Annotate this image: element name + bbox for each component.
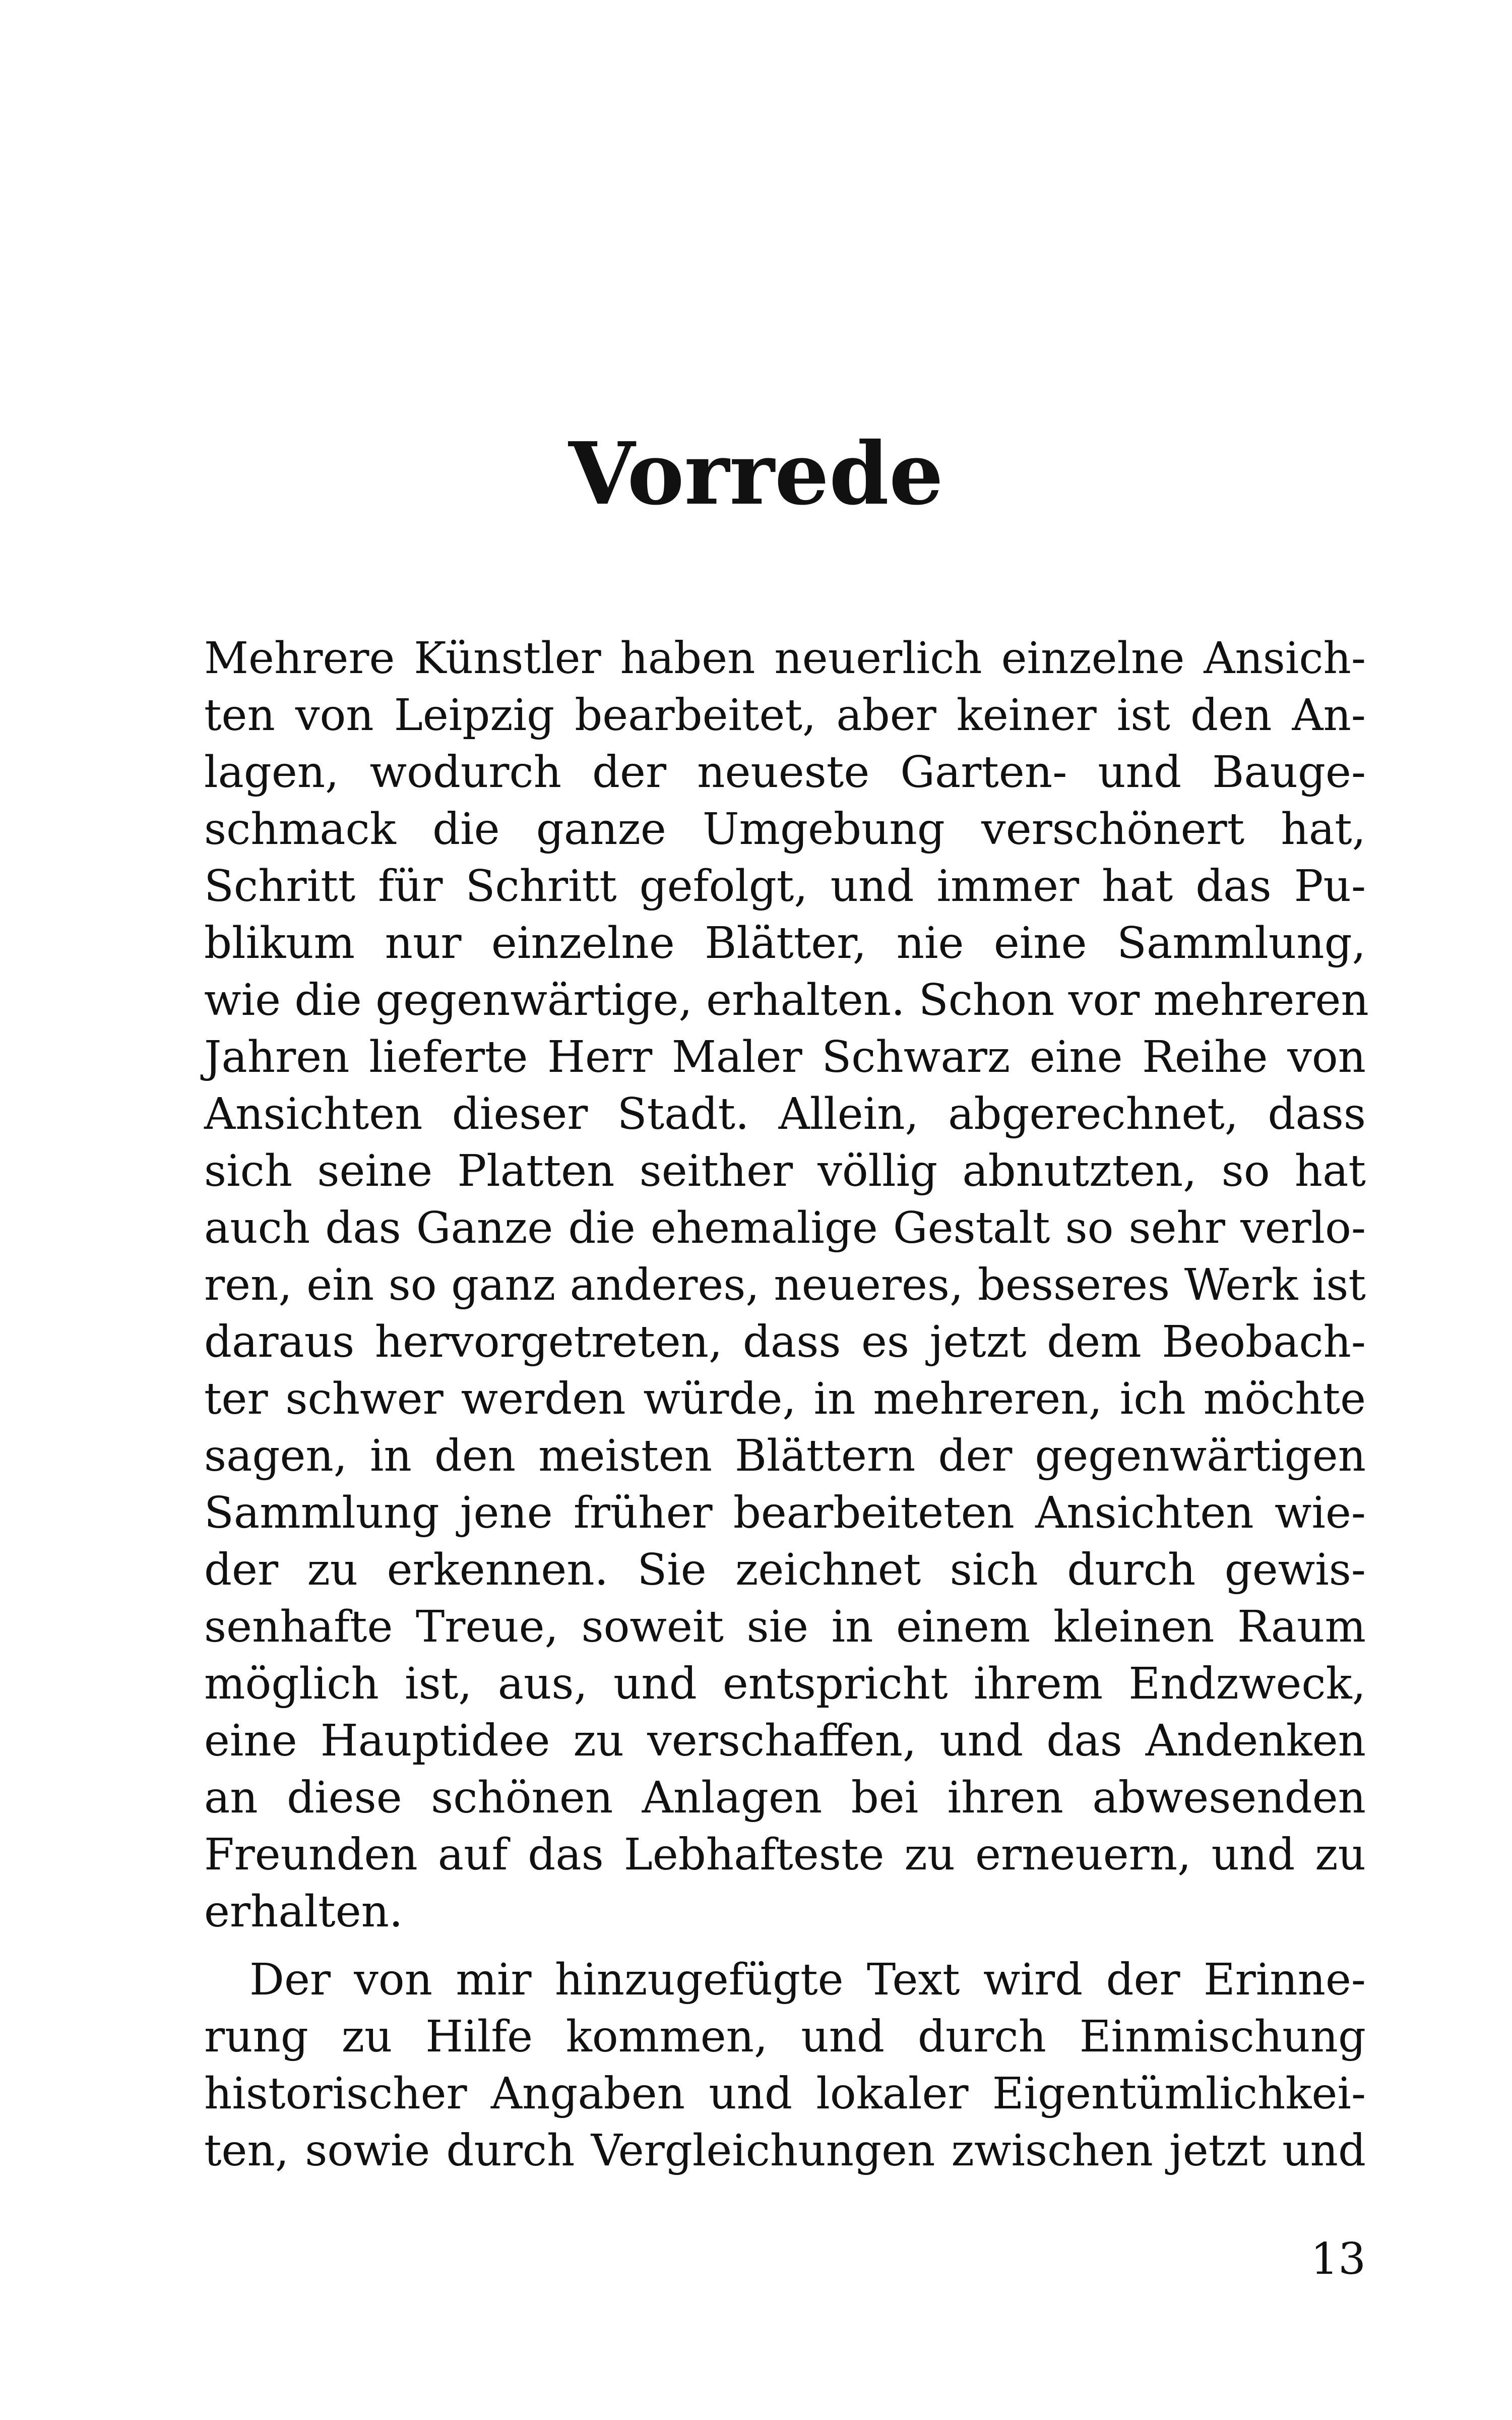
- text-line: historischer Angaben und lokaler Eigentümlichkei-: [204, 2069, 1366, 2119]
- text-line: eine Hauptidee zu verschaffen, und das Andenken: [204, 1716, 1366, 1766]
- text-line: sich seine Platten seither völlig abnutzten, so hat: [204, 1146, 1366, 1196]
- body-text: [204, 630, 1369, 2180]
- paragraph-1: [204, 630, 1369, 1941]
- text-line: ten von Leipzig bearbeitet, aber keiner ist den An-: [204, 690, 1366, 741]
- text-line: Mehrere Künstler haben neuerlich einzelne Ansich-: [204, 633, 1366, 684]
- text-line: wie die gegenwärtige, erhalten. Schon vor mehreren: [204, 975, 1369, 1025]
- paragraph-2: [204, 1952, 1366, 2180]
- text-line: rung zu Hilfe kommen, und durch Einmischung: [204, 2012, 1366, 2062]
- text-line: sagen, in den meisten Blättern der gegenwärtigen: [204, 1431, 1366, 1481]
- text-line: Ansichten dieser Stadt. Allein, abgerechnet, dass: [204, 1089, 1366, 1139]
- text-line: ten, sowie durch Vergleichungen zwischen jetzt und: [204, 2126, 1366, 2176]
- text-line: Freunden auf das Lebhafteste zu erneuern, und zu: [204, 1830, 1366, 1880]
- text-line: der zu erkennen. Sie zeichnet sich durch gewis-: [204, 1545, 1366, 1595]
- text-line: Jahren lieferte Herr Maler Schwarz eine Reihe von: [204, 1032, 1366, 1082]
- text-line: daraus hervorgetreten, dass es jetzt dem Beobach-: [204, 1317, 1366, 1367]
- text-line: Der von mir hinzugefügte Text wird der Erinne-: [249, 1955, 1366, 2005]
- chapter-title: Vorrede: [569, 424, 943, 524]
- text-line: blikum nur einzelne Blätter, nie eine Sammlung,: [204, 918, 1366, 969]
- page-number: 13: [1310, 2234, 1366, 2284]
- text-line: schmack die ganze Umgebung verschönert hat,: [204, 804, 1366, 855]
- text-line: auch das Ganze die ehemalige Gestalt so sehr verlo-: [204, 1203, 1366, 1253]
- text-line: Schritt für Schritt gefolgt, und immer hat das Pu-: [204, 861, 1366, 912]
- text-line: erhalten.: [204, 1887, 403, 1937]
- text-line: möglich ist, aus, und entspricht ihrem Endzweck,: [204, 1659, 1366, 1709]
- text-line: senhafte Treue, soweit sie in einem kleinen Raum: [204, 1602, 1366, 1652]
- text-line: lagen, wodurch der neueste Garten- und Bauge-: [204, 747, 1366, 798]
- text-line: an diese schönen Anlagen bei ihren abwesenden: [204, 1773, 1366, 1823]
- text-line: Sammlung jene früher bearbeiteten Ansichten wie-: [204, 1488, 1366, 1538]
- text-line: ter schwer werden würde, in mehreren, ich möchte: [204, 1374, 1366, 1424]
- text-line: ren, ein so ganz anderes, neueres, besseres Werk ist: [204, 1260, 1366, 1310]
- paragraph-spacer: [204, 1941, 1366, 1952]
